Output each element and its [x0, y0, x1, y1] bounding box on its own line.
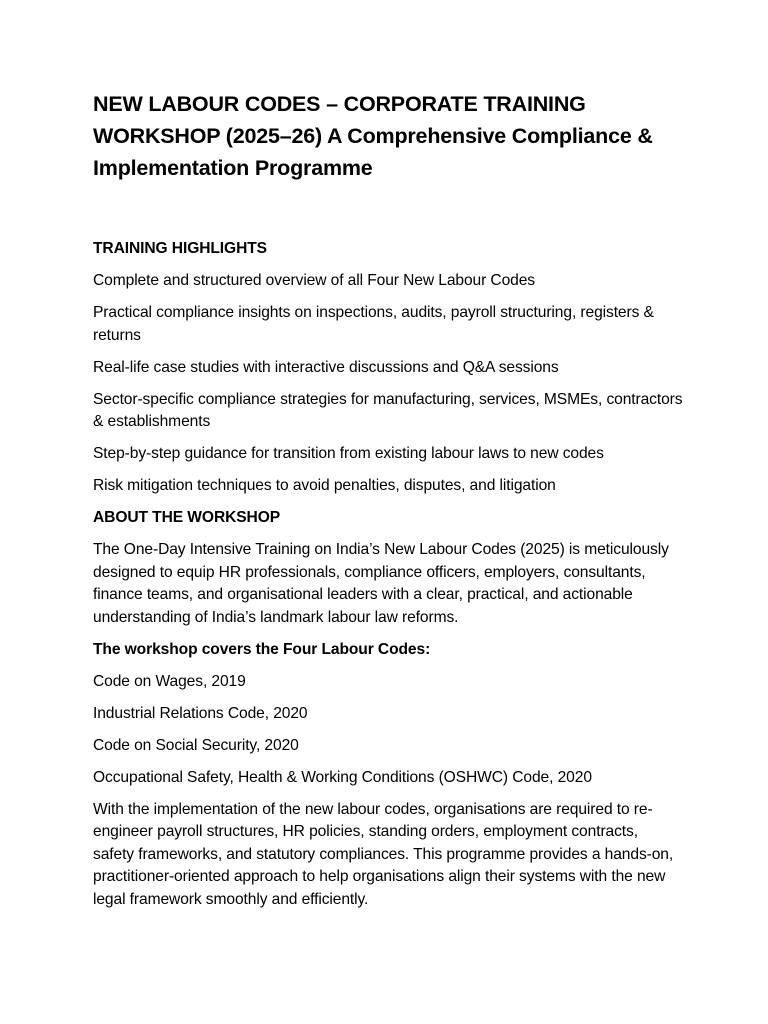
highlight-item: Risk mitigation techniques to avoid penalties, disputes, and litigation: [93, 477, 556, 494]
highlight-item: Step-by-step guidance for transition from existing labour laws to new codes: [93, 445, 604, 462]
highlight-item: Complete and structured overview of all Four New Labour Codes: [93, 272, 536, 289]
codes-heading: The workshop covers the Four Labour Codes:: [93, 640, 431, 658]
code-item: Industrial Relations Code, 2020: [93, 704, 308, 722]
document-page: [93, 88, 683, 921]
highlight-item: Practical compliance insights on inspections, audits, payroll structuring, registers & returns: [93, 304, 654, 344]
highlight-item: Real-life case studies with interactive discussions and Q&A sessions: [93, 358, 559, 376]
code-item: Code on Wages, 2019: [93, 672, 246, 690]
closing-paragraph: With the implementation of the new labour codes, organisations are required to re-engineer payroll structures, HR policies, standing orders, employment contracts, safety frameworks, and statutory compliances. This programme provides a hands-on, practitioner-oriented approach to help organisations align their systems with the new legal framework smoothly and efficiently.: [93, 800, 674, 908]
highlights-heading: TRAINING HIGHLIGHTS: [93, 240, 267, 257]
about-heading: ABOUT THE WORKSHOP: [93, 509, 281, 526]
code-item: Code on Social Security, 2020: [93, 736, 299, 754]
code-item: Occupational Safety, Health & Working Conditions (OSHWC) Code, 2020: [93, 768, 592, 786]
about-intro-paragraph: The One-Day Intensive Training on India’s New Labour Codes (2025) is meticulously designed to equip HR professionals, compliance officers, employers, consultants, finance teams, and organisational leaders with a clear, practical, and actionable understanding of India’s landmark labour law reforms.: [93, 541, 669, 626]
highlight-item: Sector-specific compliance strategies for manufacturing, services, MSMEs, contractors & establishments: [93, 390, 683, 430]
document-title: NEW LABOUR CODES – CORPORATE TRAINING WORKSHOP (2025–26) A Comprehensive Compliance & Implementation Programme: [93, 92, 653, 180]
